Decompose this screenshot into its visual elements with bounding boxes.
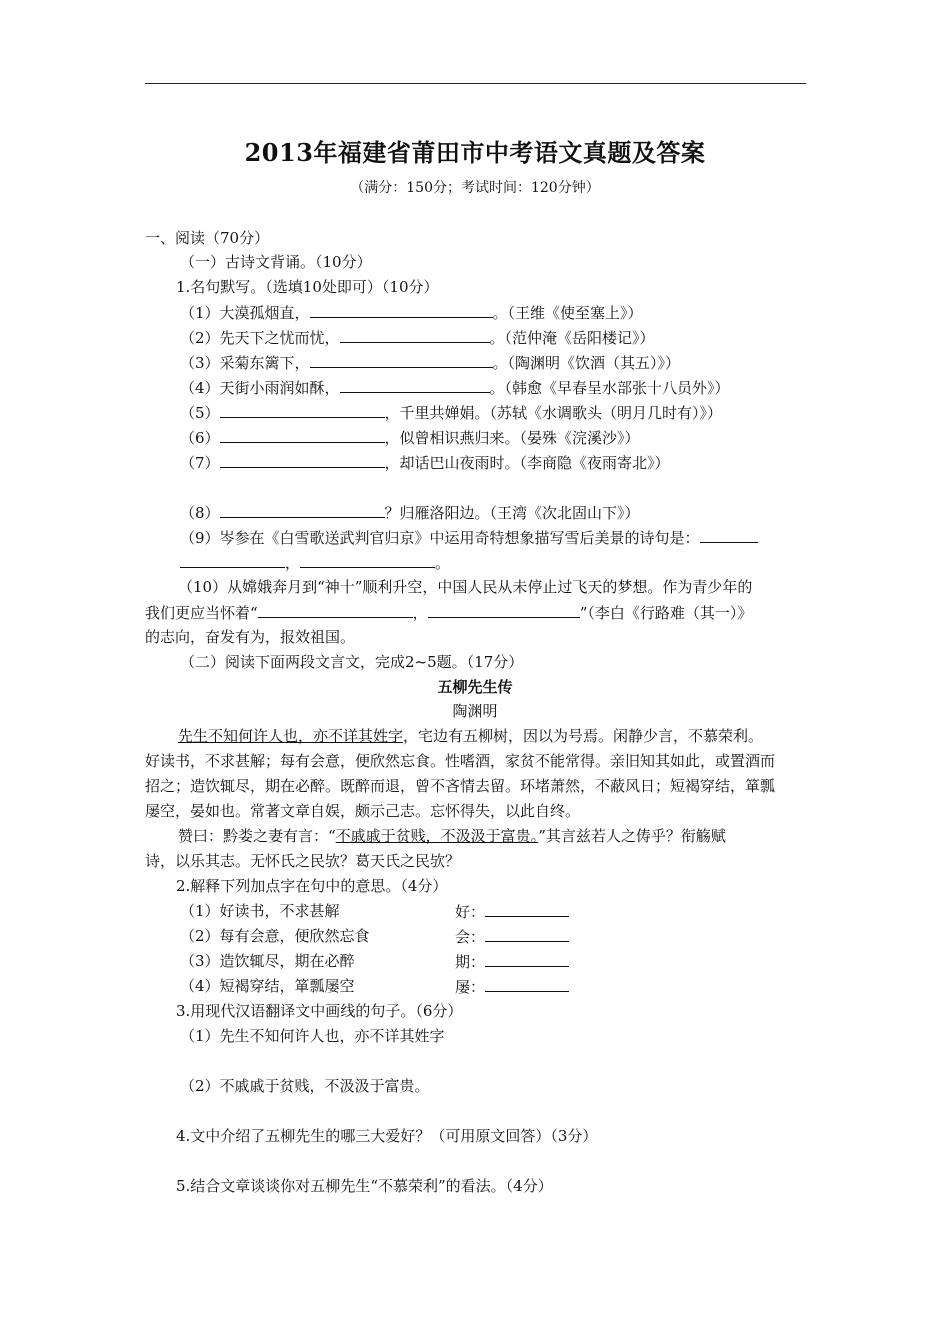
question-1-7: （7） ，却话巴山夜雨时。（李商隐《夜雨寄北》） [180, 454, 670, 472]
question-2-2-answer: 会： [455, 926, 569, 947]
question-1-2: （2）先天下之忧而忧， 。（范仲淹《岳阳楼记》） [180, 329, 655, 347]
question-3-heading: 3.用现代汉语翻译文中画线的句子。（6分） [176, 1002, 463, 1020]
question-2-heading: 2.解释下列加点字在句中的意思。（4分） [176, 877, 448, 895]
question-3-1: （1）先生不知何许人也，亦不详其姓字 [180, 1027, 445, 1045]
question-1-10: （10）从嫦娥奔月到“神十”顺利升空，中国人民从未停止过飞天的梦想。作为青少年的 [178, 578, 753, 596]
answer-blank[interactable] [485, 926, 569, 942]
question-1-heading: 1.名句默写。（选填10处即可）（10分） [176, 278, 439, 296]
answer-blank[interactable] [428, 602, 580, 618]
passage-line: 好读书，不求甚解；每有会意，便欣然忘食。性嗜酒，家贫不能常得。亲旧知其如此，或置酒而 [145, 752, 776, 770]
part-heading: （一）古诗文背诵。（10分） [180, 253, 372, 271]
question-2-4-answer: 屡： [455, 976, 569, 997]
passage-author: 陶渊明 [452, 702, 498, 720]
answer-blank[interactable] [220, 452, 385, 468]
answer-blank[interactable] [700, 527, 758, 543]
question-1-9: （9）岑参在《白雪歌送武判官归京》中运用奇特想象描写雪后美景的诗句是： [180, 527, 758, 548]
question-2-2: （2）每有会意，便欣然忘食 [180, 927, 370, 945]
question-2-3: （3）造饮辄尽，期在必醉 [180, 952, 355, 970]
exam-info: （满分：150分；考试时间：120分钟） [350, 180, 600, 196]
passage-line: 先生不知何许人也，亦不详其姓字，宅边有五柳树，因以为号焉。闲静少言，不慕荣利。 [178, 727, 764, 745]
answer-blank[interactable] [220, 402, 385, 418]
question-2-4: （4）短褐穿结，箪瓢屡空 [180, 977, 355, 995]
question-1-5: （5） ，千里共婵娟。（苏轼《水调歌头（明月几时有）》） [180, 404, 723, 422]
question-1-4: （4）天街小雨润如酥， 。（韩愈《早春呈水部张十八员外》） [180, 379, 730, 397]
page-title: 2013年福建省莆田市中考语文真题及答案 [244, 138, 706, 167]
answer-blank[interactable] [485, 951, 569, 967]
question-1-6: （6） ，似曾相识燕归来。（晏殊《浣溪沙》） [180, 429, 640, 447]
question-1-10-cont: 我们更应当怀着“ ， ”（李白《行路难（其一）》 [145, 604, 753, 622]
question-3-2: （2）不戚戚于贫贱，不汲汲于富贵。 [180, 1077, 430, 1095]
section-heading: 一、阅读（70分） [145, 229, 270, 247]
underlined-sentence: 不戚戚于贫贱，不汲汲于富贵。 [335, 827, 539, 845]
answer-blank[interactable] [340, 327, 490, 343]
question-1-8: （8） ？归雁洛阳边。（王湾《次北固山下》） [180, 504, 640, 522]
answer-blank[interactable] [310, 352, 493, 368]
passage-line: 赞曰：黔娄之妻有言：“不戚戚于贫贱，不汲汲于富贵。”其言兹若人之俦乎？衔觞赋 [178, 827, 726, 845]
underlined-sentence: 先生不知何许人也，亦不详其姓字 [178, 727, 404, 745]
answer-blank[interactable] [485, 976, 569, 992]
answer-blank[interactable] [258, 602, 413, 618]
answer-blank[interactable] [300, 552, 435, 568]
answer-blank[interactable] [180, 552, 285, 568]
passage-line: 招之；造饮辄尽，期在必醉。既醉而退，曾不吝情去留。环堵萧然，不蔽风日；短褐穿结，箪瓢 [145, 777, 776, 795]
passage-title: 五柳先生传 [437, 678, 513, 696]
question-2-3-answer: 期： [455, 951, 569, 972]
question-1-9-cont: ， 。 [180, 552, 450, 573]
question-2-1-answer: 好： [455, 901, 569, 922]
passage-line: 屡空，晏如也。常著文章自娱，颇示己志。忘怀得失，以此自终。 [145, 802, 581, 820]
question-4: 4.文中介绍了五柳先生的哪三大爱好？（可用原文回答）（3分） [176, 1127, 598, 1145]
answer-blank[interactable] [310, 302, 493, 318]
answer-blank[interactable] [220, 502, 385, 518]
part-heading: （二）阅读下面两段文言文，完成2~5题。（17分） [180, 653, 524, 671]
answer-blank[interactable] [485, 901, 569, 917]
answer-blank[interactable] [220, 427, 385, 443]
question-2-1: （1）好读书，不求甚解 [180, 902, 340, 920]
question-1-1: （1）大漠孤烟直， 。（王维《使至塞上》） [180, 304, 643, 322]
header-rule [145, 83, 806, 84]
passage-line: 诗，以乐其志。无怀氏之民欤？葛天氏之民欤？ [145, 852, 461, 870]
question-1-10-end: 的志向，奋发有为，报效祖国。 [145, 628, 356, 646]
answer-blank[interactable] [340, 377, 490, 393]
question-5: 5.结合文章谈谈你对五柳先生“不慕荣利”的看法。（4分） [176, 1177, 553, 1195]
question-1-3: （3）采菊东篱下， 。（陶渊明《饮酒（其五）》） [180, 354, 681, 372]
